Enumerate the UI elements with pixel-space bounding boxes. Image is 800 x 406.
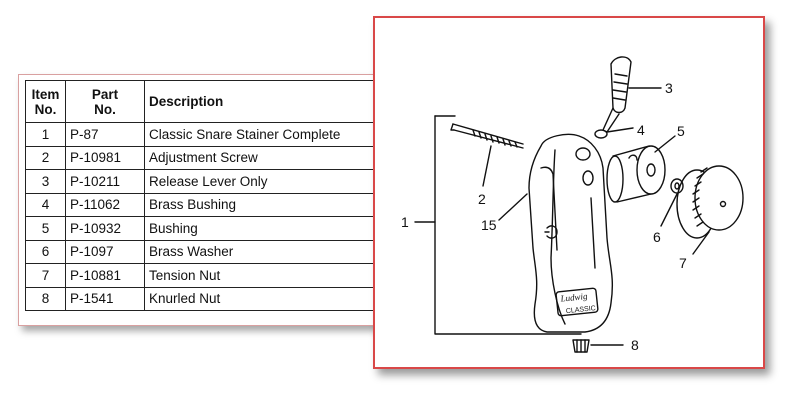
callout-3: 3 bbox=[665, 80, 673, 96]
part-no-cell: P-11062 bbox=[66, 193, 145, 217]
item-no-cell: 3 bbox=[26, 170, 66, 194]
callout-4: 4 bbox=[637, 122, 645, 138]
callout-5: 5 bbox=[677, 123, 685, 139]
item-no-cell: 6 bbox=[26, 240, 66, 264]
body-model-text: CLASSIC bbox=[565, 305, 597, 316]
brass-bushing-part bbox=[595, 128, 633, 138]
item-no-cell: 5 bbox=[26, 217, 66, 241]
table-row bbox=[26, 264, 405, 288]
table-row bbox=[26, 123, 405, 147]
description-cell: Bushing bbox=[145, 217, 405, 241]
description-cell: Brass Bushing bbox=[145, 193, 405, 217]
item-no-cell: 1 bbox=[26, 123, 66, 147]
description-header: Description bbox=[145, 81, 405, 123]
callout-2: 2 bbox=[478, 191, 486, 207]
callout-15: 15 bbox=[481, 217, 497, 233]
part-no-cell: P-10981 bbox=[66, 146, 145, 170]
table-header-row bbox=[26, 81, 405, 123]
item-no-cell: 7 bbox=[26, 264, 66, 288]
part-no-header: Part No. bbox=[66, 81, 145, 123]
adjustment-screw-part bbox=[451, 124, 523, 186]
item-no-cell: 8 bbox=[26, 287, 66, 311]
parts-table bbox=[25, 80, 405, 311]
table-row bbox=[26, 146, 405, 170]
part-no-cell: P-10881 bbox=[66, 264, 145, 288]
description-cell: Brass Washer bbox=[145, 240, 405, 264]
release-lever-part bbox=[603, 57, 661, 132]
part-no-cell: P-10211 bbox=[66, 170, 145, 194]
item-no-header: Item No. bbox=[26, 81, 66, 123]
callout-7: 7 bbox=[679, 255, 687, 271]
bushing-part bbox=[607, 136, 675, 202]
table-row bbox=[26, 287, 405, 311]
description-cell: Classic Snare Stainer Complete bbox=[145, 123, 405, 147]
knurled-nut-part bbox=[573, 340, 623, 352]
description-cell: Release Lever Only bbox=[145, 170, 405, 194]
part-no-cell: P-10932 bbox=[66, 217, 145, 241]
exploded-diagram-card bbox=[373, 16, 765, 369]
table-row bbox=[26, 170, 405, 194]
table-row bbox=[26, 240, 405, 264]
strainer-body-part bbox=[499, 134, 612, 332]
exploded-parts-diagram bbox=[375, 18, 767, 371]
parts-table-card bbox=[18, 74, 412, 326]
part-no-cell: P-1097 bbox=[66, 240, 145, 264]
body-logo: Ludwig bbox=[560, 290, 588, 304]
part-no-cell: P-1541 bbox=[66, 287, 145, 311]
description-cell: Knurled Nut bbox=[145, 287, 405, 311]
description-cell: Adjustment Screw bbox=[145, 146, 405, 170]
table-row bbox=[26, 217, 405, 241]
description-cell: Tension Nut bbox=[145, 264, 405, 288]
table-row bbox=[26, 193, 405, 217]
tension-nut-part bbox=[677, 166, 743, 254]
part-no-cell: P-87 bbox=[66, 123, 145, 147]
callout-8: 8 bbox=[631, 337, 639, 353]
item-no-cell: 4 bbox=[26, 193, 66, 217]
item-no-cell: 2 bbox=[26, 146, 66, 170]
callout-6: 6 bbox=[653, 229, 661, 245]
callout-1: 1 bbox=[401, 214, 409, 230]
